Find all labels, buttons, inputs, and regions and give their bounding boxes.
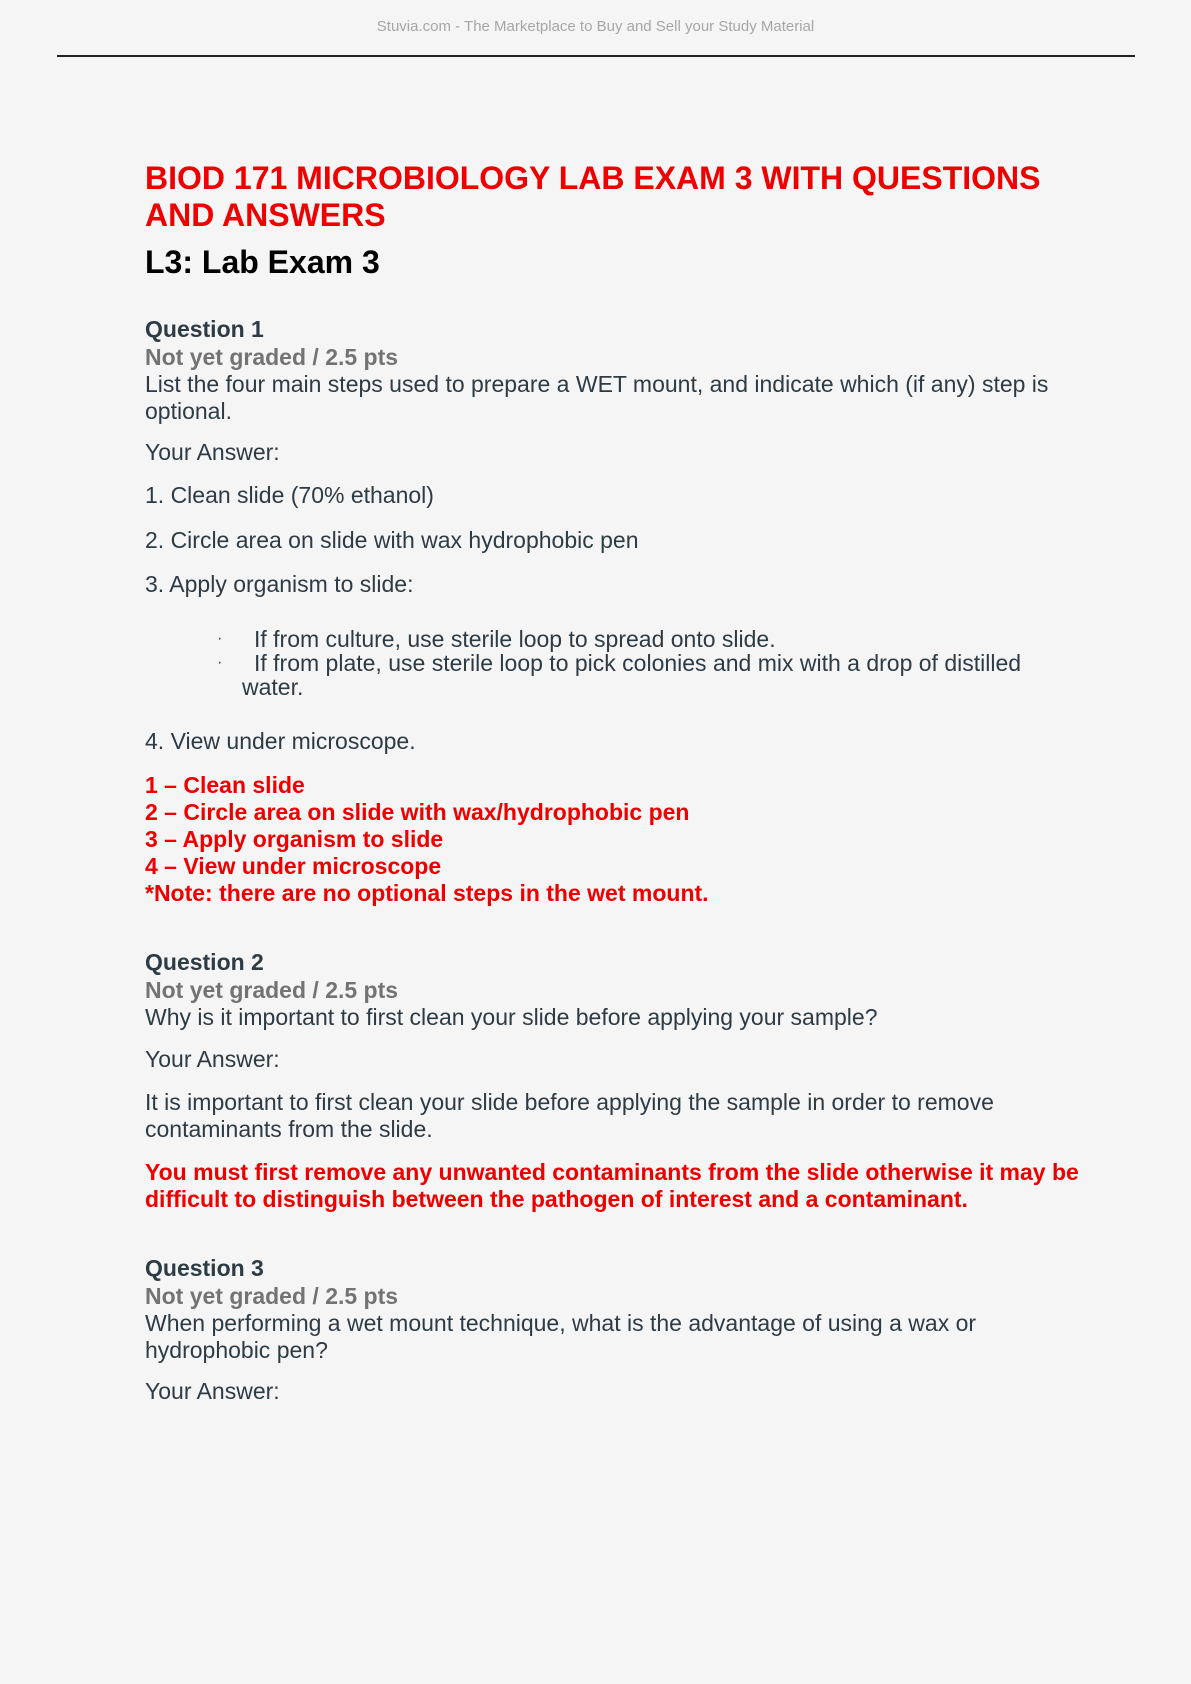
answer-key-line: 3 – Apply organism to slide [145, 826, 444, 852]
bullet-icon: · [217, 630, 223, 647]
answer-key-note: *Note: there are no optional steps in the wet mount. [145, 880, 709, 906]
bullet-icon: · [217, 654, 223, 671]
question-text: When performing a wet mount technique, what is the advantage of using a wax or hydrophobic pen? [145, 1310, 977, 1363]
answer-label: Your Answer: [145, 1046, 280, 1072]
answer-key-text: You must first remove any unwanted contaminants from the slide otherwise it may be difficult to distinguish between the pathogen of interest and a contaminant. [145, 1159, 1079, 1212]
bullet-text: If from plate, use sterile loop to pick colonies and mix with a drop of distilled [254, 650, 1022, 676]
list-item [145, 627, 1095, 651]
question-text: Why is it important to first clean your slide before applying your sample? [145, 1004, 878, 1030]
answer-label: Your Answer: [145, 439, 280, 465]
question-heading: Question 3 [145, 1255, 264, 1281]
answer-text: It is important to first clean your slide before applying the sample in order to remove contaminants from the slide. [145, 1089, 994, 1142]
answer-label: Your Answer: [145, 1378, 280, 1404]
question-text: List the four main steps used to prepare a WET mount, and indicate which (if any) step is optional. [145, 371, 1049, 424]
document-body [145, 160, 1095, 1405]
document-title-line-2: AND ANSWERS [145, 197, 386, 233]
question-2 [145, 948, 1095, 1213]
answer-step-3: 3. Apply organism to slide: [145, 571, 414, 597]
question-heading: Question 1 [145, 316, 264, 342]
answer-step-4: 4. View under microscope. [145, 728, 416, 754]
question-1 [145, 315, 1095, 907]
answer-key-line: 2 – Circle area on slide with wax/hydrophobic pen [145, 799, 690, 825]
answer-bullet-list [145, 627, 1095, 699]
document-title [145, 160, 1095, 234]
question-3 [145, 1254, 1095, 1405]
answer-step-1: 1. Clean slide (70% ethanol) [145, 482, 434, 508]
header-divider [57, 55, 1135, 57]
page-header-text: Stuvia.com - The Marketplace to Buy and Sell your Study Material [376, 18, 815, 35]
document-subtitle: L3: Lab Exam 3 [145, 244, 380, 280]
answer-key-line: 1 – Clean slide [145, 772, 305, 798]
question-grade: Not yet graded / 2.5 pts [145, 977, 399, 1003]
question-heading: Question 2 [145, 949, 264, 975]
bullet-text: If from culture, use sterile loop to spread onto slide. [254, 626, 776, 652]
answer-step-2: 2. Circle area on slide with wax hydrophobic pen [145, 527, 639, 553]
answer-key-line: 4 – View under microscope [145, 853, 442, 879]
answer-key [145, 772, 1095, 907]
list-item [145, 651, 1095, 699]
document-title-line-1: BIOD 171 MICROBIOLOGY LAB EXAM 3 WITH QUESTIONS [145, 160, 1041, 196]
question-grade: Not yet graded / 2.5 pts [145, 344, 399, 370]
question-grade: Not yet graded / 2.5 pts [145, 1283, 399, 1309]
bullet-text-continuation: water. [242, 674, 304, 700]
